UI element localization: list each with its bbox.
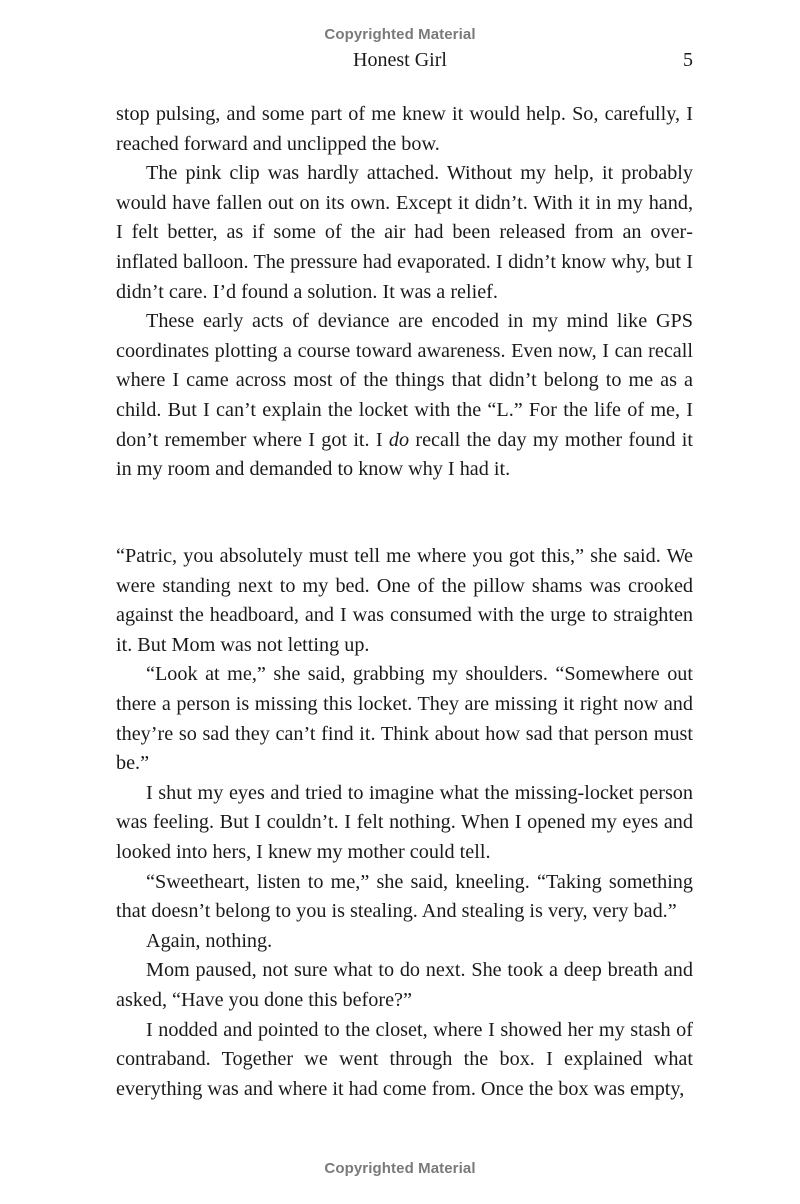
running-header: [0, 49, 800, 75]
paragraph-text: recall the day my mother found it in my room and demanded to know why I had it.: [116, 428, 693, 481]
paragraph: I nodded and pointed to the closet, where I showed her my stash of contraband. Together we went through the box. I explained what everything was and where it had come from. Once the box was empty,: [116, 1018, 693, 1100]
running-title: Honest Girl: [353, 49, 447, 71]
paragraph-text: These early acts of deviance are encoded in my mind like GPS coordinates plotting a course toward awareness. Even now, I can recall where I came across most of the things that didn’t belong to me as a child. But I can’t explain the locket with the “L.” For the life of me, I don’t remember where I got it. I: [116, 310, 693, 451]
copyright-watermark-top: Copyrighted Material: [324, 26, 476, 43]
page-number: 5: [683, 49, 693, 71]
body-text-section-1: [116, 100, 693, 485]
paragraph: I shut my eyes and tried to imagine what the missing-locket person was feeling. But I couldn’t. I felt nothing. When I opened my eyes and looked into hers, I knew my mother could tell.: [116, 781, 693, 863]
paragraph: stop pulsing, and some part of me knew it would help. So, carefully, I reached forward and unclipped the bow.: [116, 103, 693, 155]
copyright-watermark-bottom: Copyrighted Material: [324, 1160, 476, 1177]
paragraph: “Patric, you absolutely must tell me where you got this,” she said. We were standing next to my bed. One of the pillow shams was crooked against the headboard, and I was consumed with the urge to straighten it. But Mom was not letting up.: [116, 545, 693, 656]
body-text-section-2: [116, 542, 693, 1104]
paragraph: “Sweetheart, listen to me,” she said, kneeling. “Taking something that doesn’t belong to you is stealing. And stealing is very, very bad.”: [116, 870, 693, 923]
paragraph: Mom paused, not sure what to do next. She took a deep breath and asked, “Have you done this before?”: [116, 959, 693, 1011]
paragraph: Again, nothing.: [146, 929, 273, 952]
emphasized-word: do: [388, 428, 410, 451]
paragraph: “Look at me,” she said, grabbing my shoulders. “Somewhere out there a person is missing this locket. They are missing it right now and they’re so sad they can’t find it. Think about how sad that person must be.”: [116, 663, 693, 775]
paragraph: The pink clip was hardly attached. Without my help, it probably would have fallen out on its own. Except it didn’t. With it in my hand, I felt better, as if some of the air had been released from an overinflated balloon. The pressure had evaporated. I didn’t know why, but I didn’t care. I’d found a solution. It was a relief.: [116, 162, 693, 303]
paragraph: [116, 307, 693, 485]
